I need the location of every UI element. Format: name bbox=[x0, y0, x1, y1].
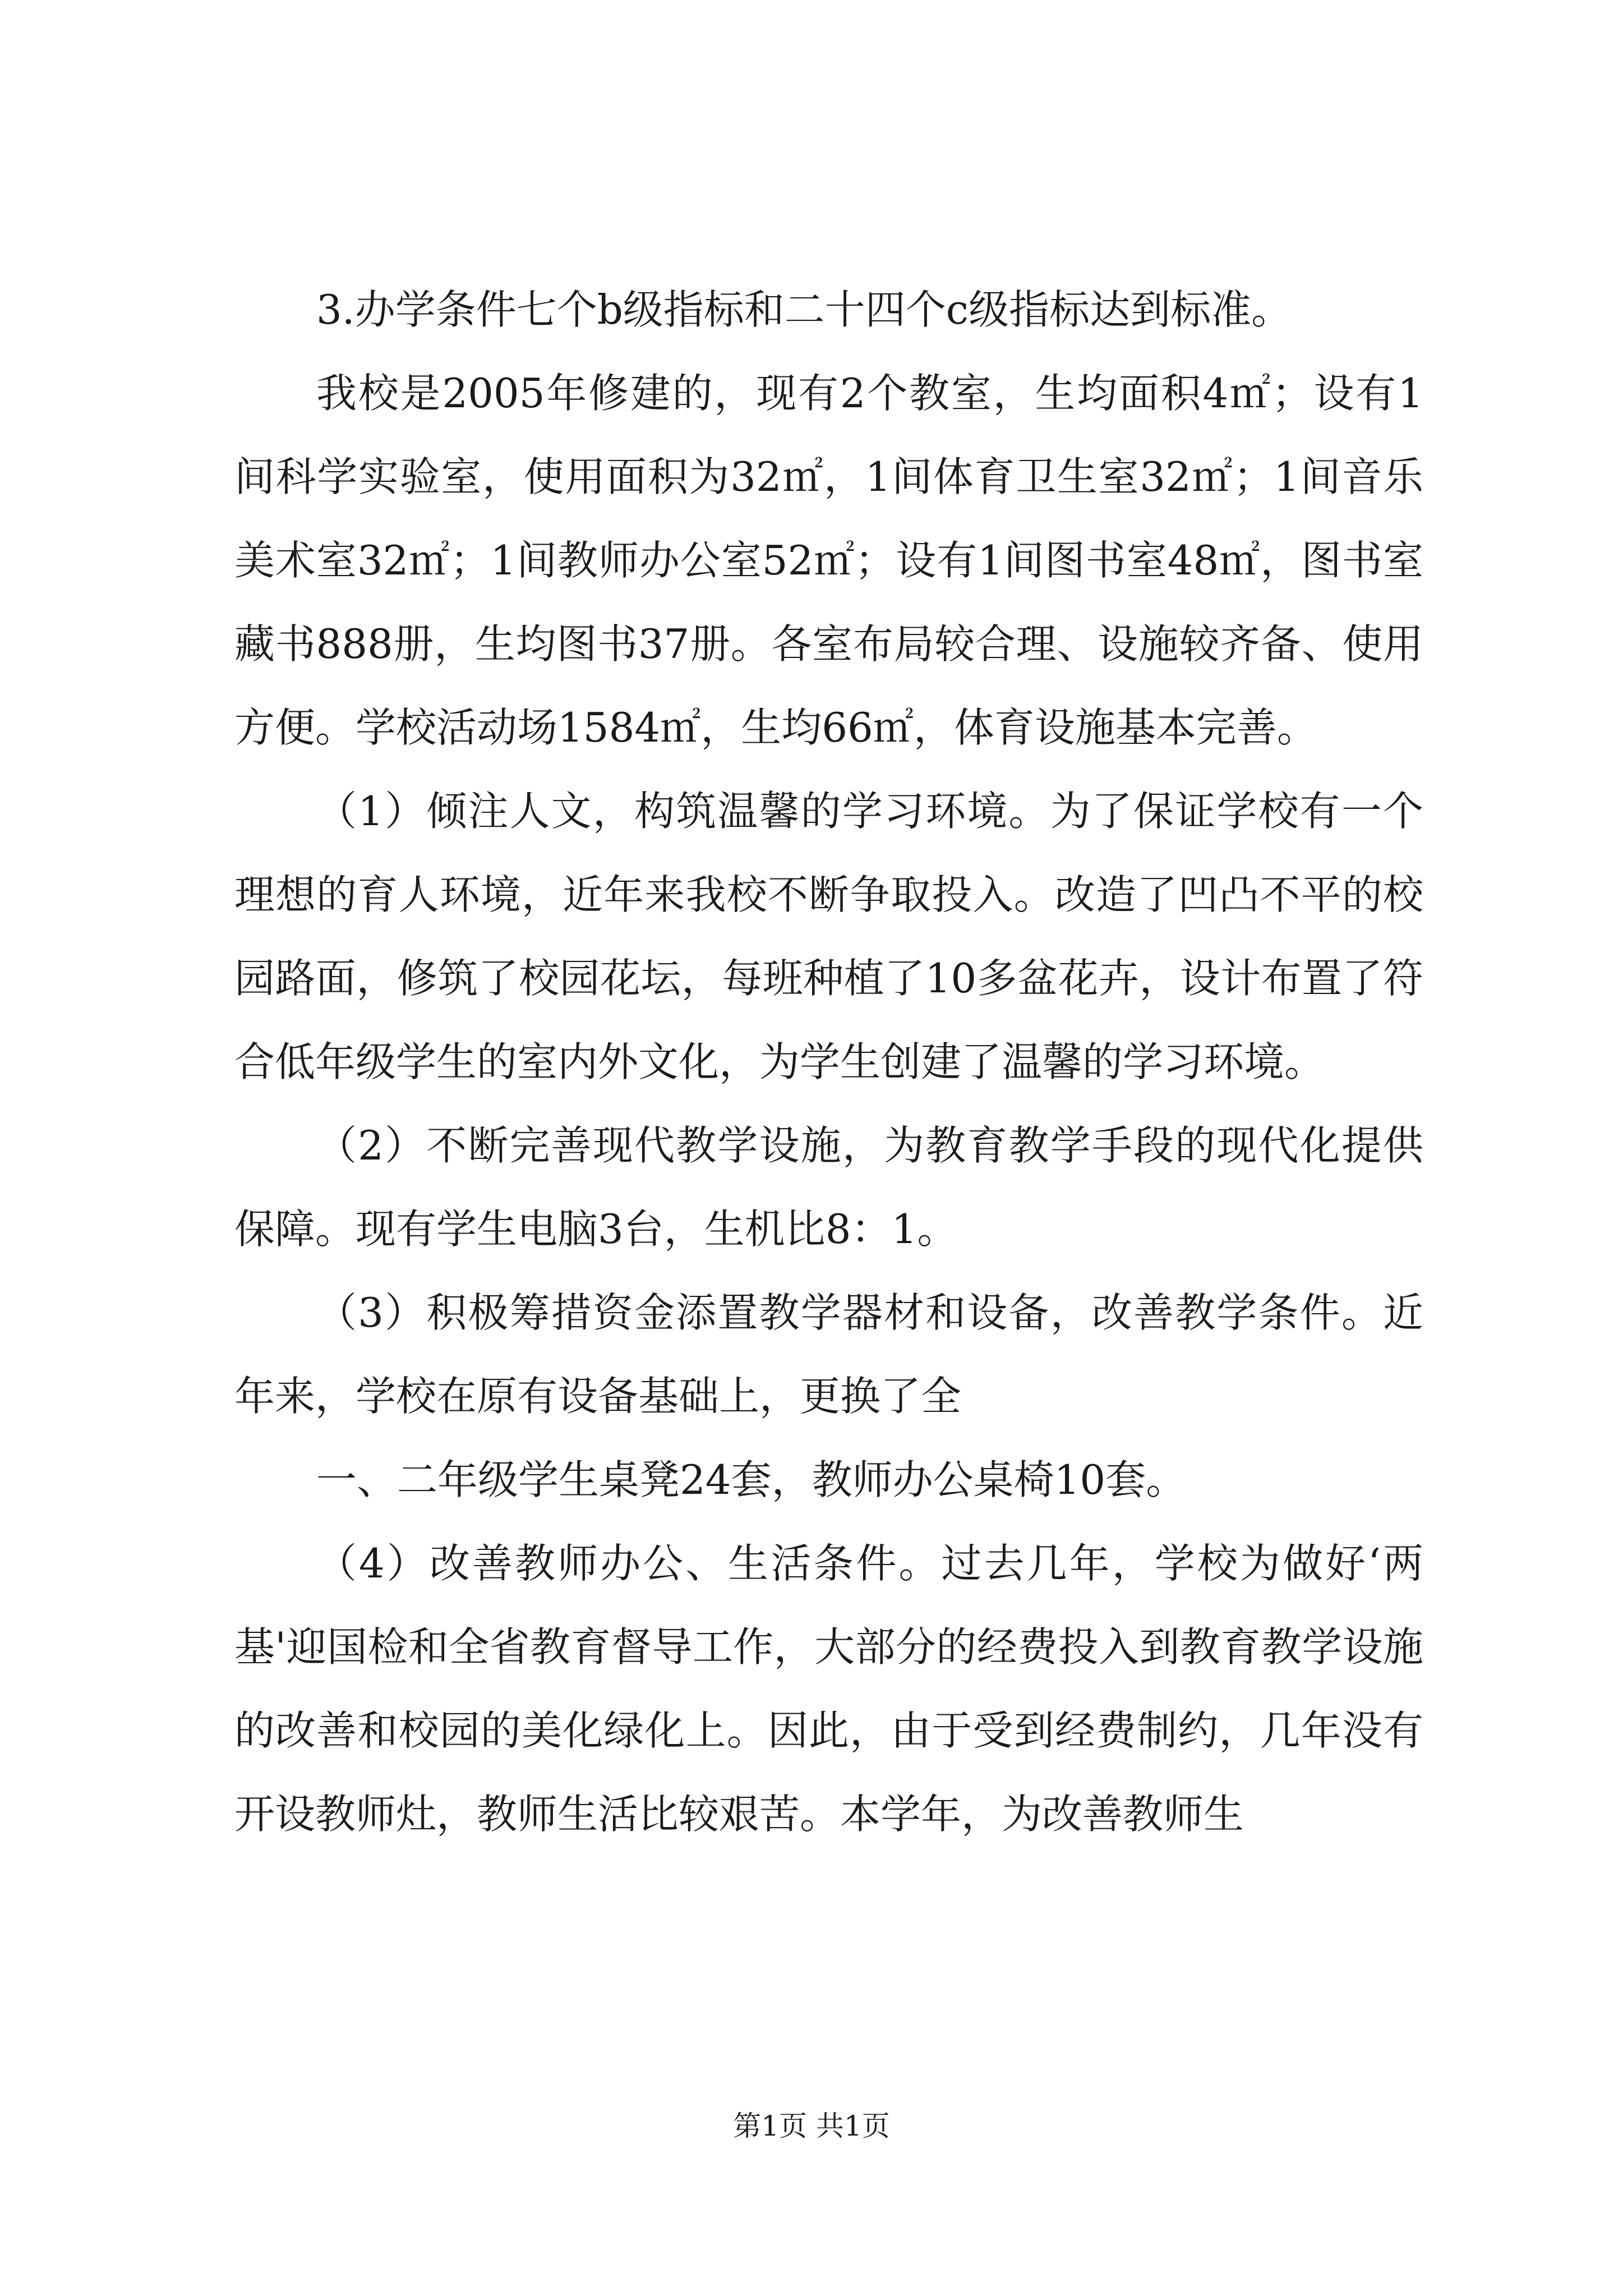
paragraph-1: 3.办学条件七个b级指标和二十四个c级指标达到标准。 bbox=[316, 286, 1292, 333]
paragraph-4: （2）不断完善现代教学设施，为教育教学手段的现代化提供保障。现有学生电脑3台，生机比8：1。 bbox=[234, 1122, 1423, 1253]
paragraph-7: （4）改善教师办公、生活条件。过去几年，学校为做好‘两基'迎国检和全省教育督导工作，大部分的经费投入到教育教学设施的改善和校园的美化绿化上。因此，由于受到经费制约，几年没有开设教师灶，教师生活比较艰苦。本学年，为改善教师生 bbox=[234, 1540, 1423, 1838]
paragraph-6: 一、二年级学生桌凳24套，教师办公桌椅10套。 bbox=[316, 1456, 1187, 1503]
paragraph-2: 我校是2005年修建的，现有2个教室，生均面积4㎡；设有1间科学实验室，使用面积为32㎡，1间体育卫生室32㎡；1间音乐美术室32㎡；1间教师办公室52㎡；设有1间图书室48㎡，图书室藏书888册，生均图书37册。各室布局较合理、设施较齐备、使用方便。学校活动场1584㎡，生均66㎡，体育设施基本完善。 bbox=[234, 370, 1423, 751]
document-body bbox=[234, 268, 1423, 1856]
page-footer: 第1页 共1页 bbox=[733, 2110, 890, 2142]
paragraph-3: （1）倾注人文，构筑温馨的学习环境。为了保证学校有一个理想的育人环境，近年来我校不断争取投入。改造了凹凸不平的校园路面，修筑了校园花坛，每班种植了10多盆花卉，设计布置了符合低年级学生的室内外文化，为学生创建了温馨的学习环境。 bbox=[234, 788, 1423, 1085]
paragraph-5: （3）积极筹措资金添置教学器材和设备，改善教学条件。近年来，学校在原有设备基础上，更换了全 bbox=[234, 1289, 1423, 1420]
